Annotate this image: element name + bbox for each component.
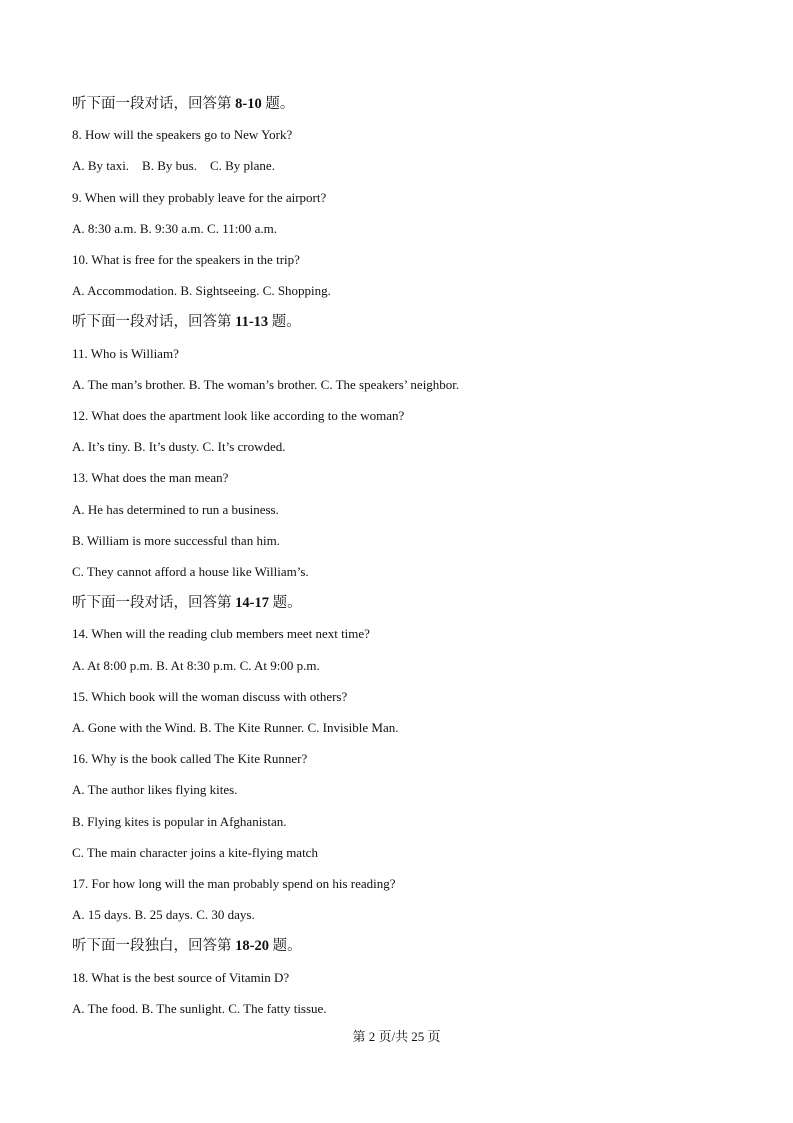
answer-options: A. It’s tiny. B. It’s dusty. C. It’s crowded. <box>72 439 286 455</box>
answer-options: A. The man’s brother. B. The woman’s brother. C. The speakers’ neighbor. <box>72 376 460 392</box>
question-stem: 18. What is the best source of Vitamin D? <box>72 969 290 985</box>
answer-options: A. He has determined to run a business. <box>72 501 279 517</box>
section-heading-suffix: 题。 <box>261 96 295 112</box>
answer-options: A. 8:30 a.m. B. 9:30 a.m. C. 11:00 a.m. <box>72 220 277 236</box>
section-heading-suffix: 题。 <box>268 314 301 331</box>
section-heading-range: 14-17 <box>235 595 269 612</box>
question-stem: 11. Who is William? <box>72 345 179 361</box>
answer-options: A. Accommodation. B. Sightseeing. C. Shopping. <box>72 283 331 299</box>
section-heading-range: 18-20 <box>235 938 269 955</box>
section-heading-suffix: 题。 <box>268 938 302 955</box>
question-stem: 14. When will the reading club members meet next time? <box>72 626 370 642</box>
answer-options: A. The food. B. The sunlight. C. The fatty tissue. <box>72 1000 327 1016</box>
question-stem: 8. How will the speakers go to New York? <box>72 127 293 143</box>
answer-options: C. The main character joins a kite-flying match <box>72 844 318 860</box>
answer-options: B. Flying kites is popular in Afghanistan. <box>72 813 287 829</box>
section-heading <box>72 594 302 612</box>
section-heading-range: 8-10 <box>235 96 262 112</box>
section-heading-suffix: 题。 <box>268 595 302 612</box>
section-heading <box>72 937 302 955</box>
section-heading-prefix: 听下面一段对话，回答第 <box>72 595 236 612</box>
question-stem: 12. What does the apartment look like according to the woman? <box>72 408 405 423</box>
answer-options: A. By taxi. B. By bus. C. By plane. <box>72 158 275 174</box>
question-stem: 15. Which book will the woman discuss with others? <box>72 688 348 704</box>
answer-options: A. Gone with the Wind. B. The Kite Runner. C. Invisible Man. <box>72 720 399 735</box>
page-footer: 第 2 页/共 25 页 <box>352 1029 441 1044</box>
answer-options: A. 15 days. B. 25 days. C. 30 days. <box>72 907 255 923</box>
question-stem: 9. When will they probably leave for the airport? <box>72 189 327 205</box>
section-heading-range: 11-13 <box>235 314 269 331</box>
section-heading <box>72 313 301 331</box>
answer-options: C. They cannot afford a house like William’s. <box>72 564 309 579</box>
answer-options: A. At 8:00 p.m. B. At 8:30 p.m. C. At 9:00 p.m. <box>72 657 320 673</box>
section-heading-prefix: 听下面一段对话，回答第 <box>72 314 236 331</box>
question-stem: 16. Why is the book called The Kite Runner? <box>72 751 308 767</box>
answer-options: A. The author likes flying kites. <box>72 782 238 798</box>
question-stem: 17. For how long will the man probably spend on his reading? <box>72 876 396 891</box>
question-stem: 13. What does the man mean? <box>72 470 229 486</box>
section-heading <box>72 95 294 113</box>
question-stem: 10. What is free for the speakers in the trip? <box>72 252 300 267</box>
answer-options: B. William is more successful than him. <box>72 532 280 548</box>
section-heading-prefix: 听下面一段对话，回答第 <box>72 96 236 112</box>
section-heading-prefix: 听下面一段独白，回答第 <box>72 938 236 955</box>
